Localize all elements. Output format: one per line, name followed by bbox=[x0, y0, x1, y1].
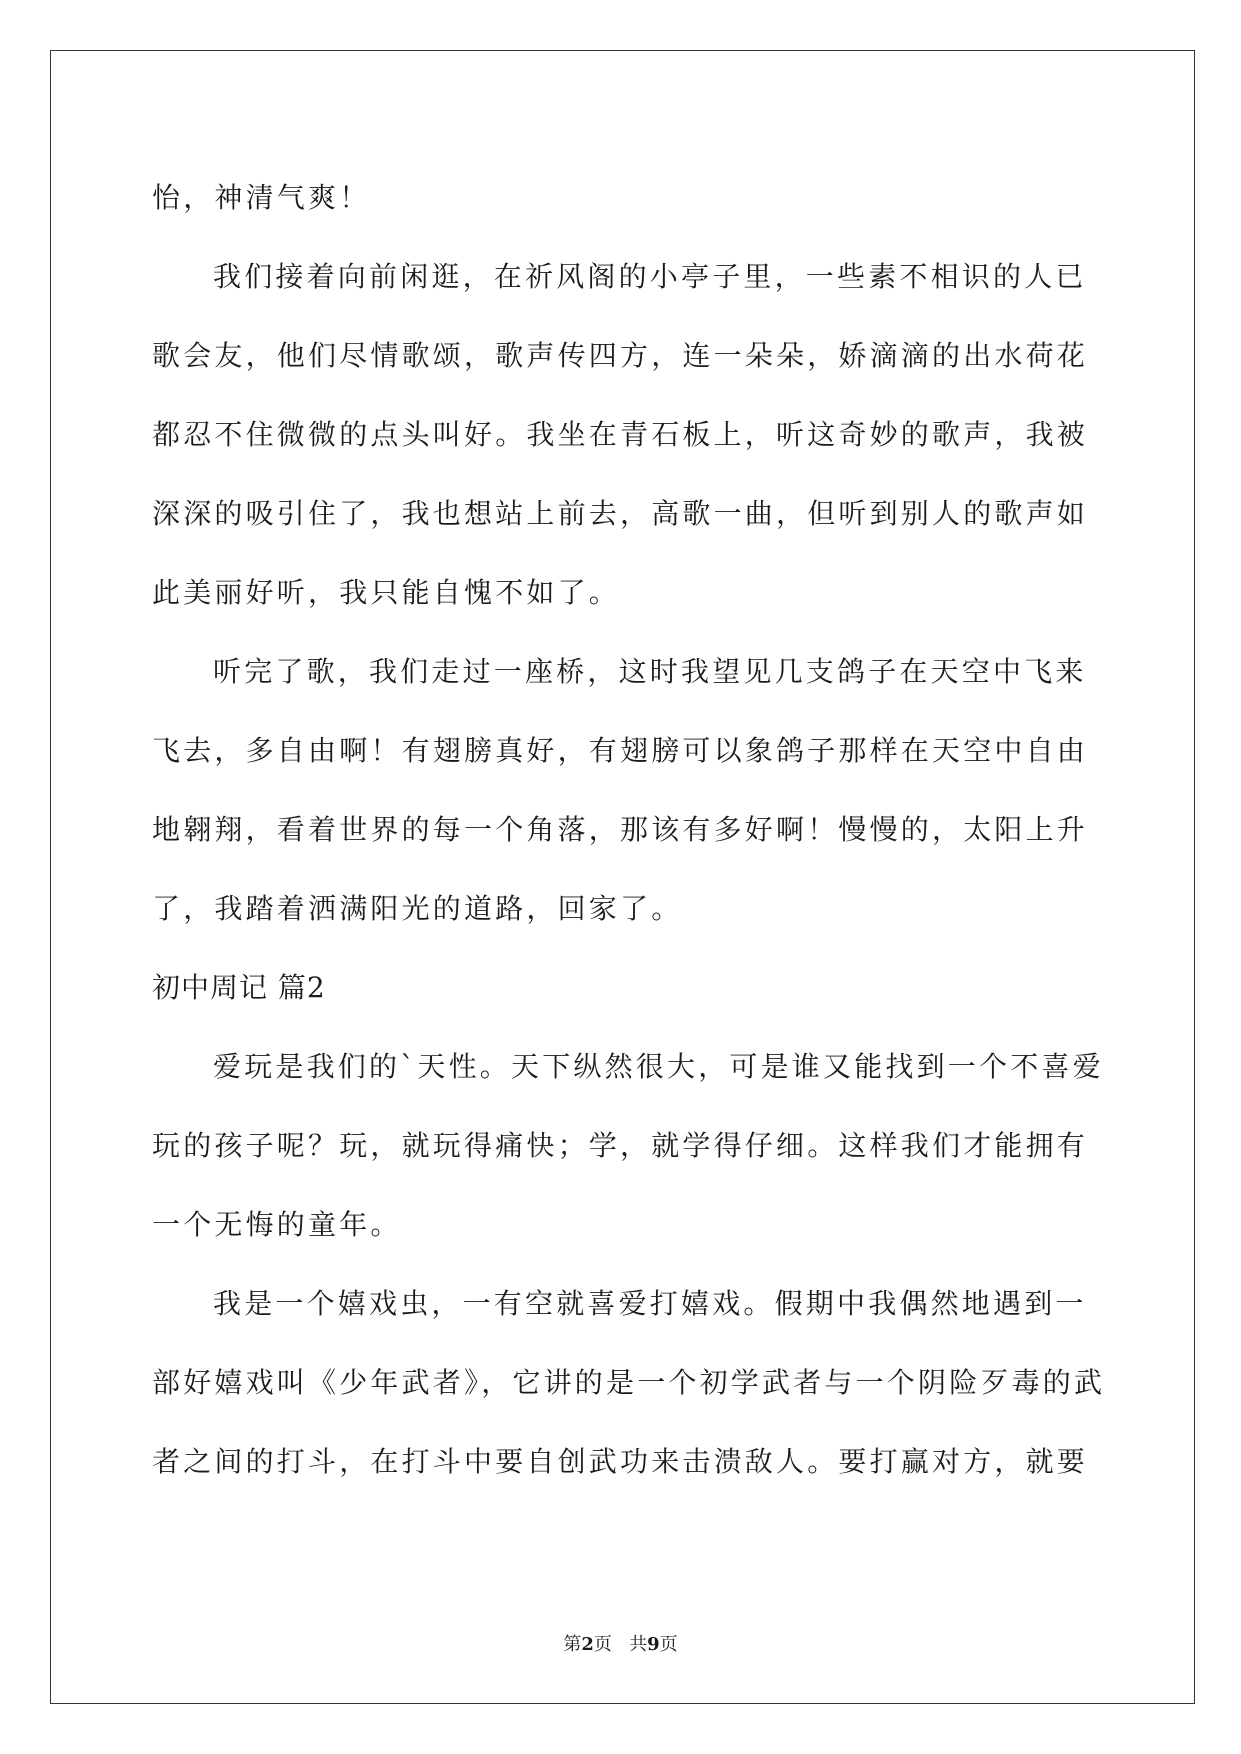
paragraph-start-line: 我们接着向前闲逛，在祈风阁的小亭子里，一些素不相识的人已 bbox=[213, 260, 1087, 293]
page-footer bbox=[0, 1630, 1241, 1656]
total-pages-number: 9 bbox=[647, 1634, 660, 1655]
text-line: 地翱翔，看着世界的每一个角落，那该有多好啊！慢慢的，太阳上升 bbox=[152, 813, 1089, 846]
paragraph-start-line: 爱玩是我们的`天性。天下纵然很大，可是谁又能找到一个不喜爱 bbox=[213, 1050, 1104, 1083]
footer-suffix: 页 bbox=[659, 1634, 678, 1655]
section-heading: 初中周记 篇2 bbox=[152, 971, 326, 1004]
text-line: 深深的吸引住了，我也想站上前去，高歌一曲，但听到别人的歌声如 bbox=[152, 497, 1089, 530]
text-line: 歌会友，他们尽情歌颂，歌声传四方，连一朵朵，娇滴滴的出水荷花 bbox=[152, 339, 1089, 372]
document-body bbox=[152, 158, 1106, 1501]
text-line: 一个无悔的童年。 bbox=[152, 1208, 402, 1241]
text-line: 部好嬉戏叫《少年武者》，它讲的是一个初学武者与一个阴险歹毒的武 bbox=[152, 1366, 1106, 1399]
text-line: 怡，神清气爽！ bbox=[152, 181, 371, 214]
text-line: 都忍不住微微的点头叫好。我坐在青石板上，听这奇妙的歌声，我被 bbox=[152, 418, 1089, 451]
text-line: 者之间的打斗，在打斗中要自创武功来击溃敌人。要打赢对方，就要 bbox=[152, 1445, 1089, 1478]
text-line: 玩的孩子呢？玩，就玩得痛快；学，就学得仔细。这样我们才能拥有 bbox=[152, 1129, 1089, 1162]
current-page-number: 2 bbox=[581, 1634, 594, 1655]
footer-prefix: 第 bbox=[563, 1634, 582, 1655]
paragraph-start-line: 我是一个嬉戏虫，一有空就喜爱打嬉戏。假期中我偶然地遇到一 bbox=[213, 1287, 1087, 1320]
text-line: 飞去，多自由啊！有翅膀真好，有翅膀可以象鸽子那样在天空中自由 bbox=[152, 734, 1089, 767]
paragraph-start-line: 听完了歌，我们走过一座桥，这时我望见几支鸽子在天空中飞来 bbox=[213, 655, 1087, 688]
footer-middle: 页 共 bbox=[593, 1634, 648, 1655]
text-line: 此美丽好听，我只能自愧不如了。 bbox=[152, 576, 621, 609]
text-line: 了，我踏着洒满阳光的道路，回家了。 bbox=[152, 892, 683, 925]
